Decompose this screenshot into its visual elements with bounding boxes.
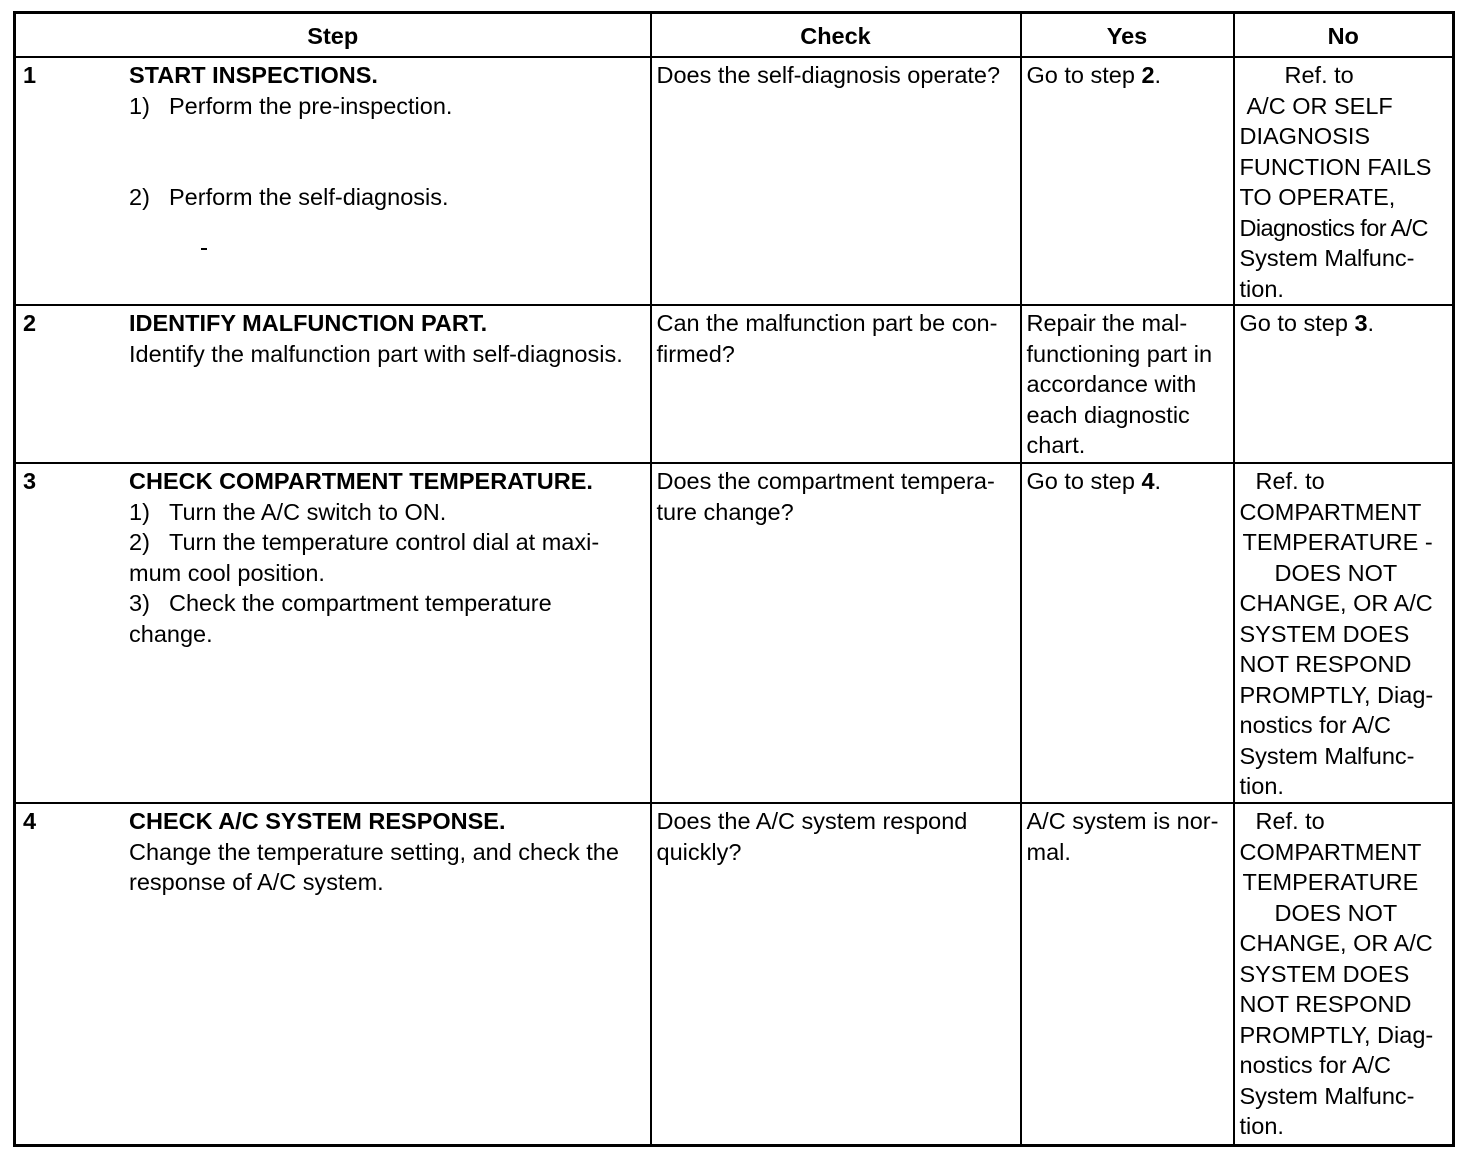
step-instruction-text: mum cool position. [129, 559, 325, 586]
no-cell [1234, 463, 1454, 803]
no-line: tion. [1239, 275, 1284, 302]
check-text: Can the malfunction part be con-firmed? [656, 310, 998, 367]
yes-cell [1021, 57, 1234, 305]
step-number: 3 [23, 468, 37, 494]
check-cell [651, 803, 1021, 1146]
no-line: COMPARTMENT [1239, 838, 1422, 865]
yes-text [1022, 464, 1233, 497]
no-line: DOES NOT [1274, 559, 1398, 586]
step-instruction [129, 91, 646, 122]
no-line: System Malfunc- [1239, 245, 1415, 271]
table-row [15, 305, 1454, 463]
no-line: NOT RESPOND [1239, 991, 1412, 1017]
no-line: PROMPTLY, Diag- [1239, 681, 1434, 708]
step-instruction-number: 1) [129, 498, 150, 525]
step-cell [15, 305, 651, 463]
yes-text-suffix: . [1154, 62, 1162, 88]
step-instruction [129, 588, 646, 619]
step-title: CHECK COMPARTMENT TEMPERATURE. [129, 468, 593, 494]
yes-line: chart. [1026, 432, 1086, 458]
yes-step-link[interactable]: 4 [1141, 468, 1155, 494]
step-instruction-text: Check the compartment temperature [169, 590, 552, 616]
diagnostic-table [13, 11, 1455, 1147]
yes-cell [1021, 803, 1234, 1146]
no-line: TEMPERATURE [1242, 869, 1419, 895]
no-text-prefix: Go to step [1239, 310, 1355, 336]
check-text: Does the A/C system respond quickly? [656, 808, 968, 865]
no-line: NOT RESPOND [1239, 651, 1412, 677]
step-instruction [129, 182, 646, 213]
no-line: SYSTEM DOES [1239, 620, 1410, 647]
step-instruction-number: 2) [129, 529, 150, 555]
step-number: 2 [23, 310, 37, 336]
no-line: tion. [1239, 773, 1284, 799]
step-cell [15, 803, 651, 1146]
no-line: nostics for A/C [1239, 712, 1391, 738]
no-line: TO OPERATE, [1239, 184, 1396, 210]
step-number: 1 [23, 62, 37, 88]
step-cell [15, 57, 651, 305]
no-text-suffix: . [1367, 310, 1375, 336]
stray-dash-mark [201, 248, 207, 250]
no-line: FUNCTION FAILS [1239, 153, 1432, 180]
step-instruction [129, 527, 646, 558]
step-instruction-text: Change the temperature setting, and check the response of A/C system. [129, 838, 619, 895]
yes-step-link[interactable]: 2 [1141, 62, 1155, 88]
no-line: DOES NOT [1274, 899, 1398, 926]
no-cell [1234, 305, 1454, 463]
header-row [15, 13, 1454, 58]
no-line: nostics for A/C [1239, 1052, 1391, 1078]
table-row [15, 463, 1454, 803]
yes-text-prefix: Go to step [1026, 62, 1142, 88]
no-line: CHANGE, OR A/C [1239, 590, 1433, 616]
check-cell [651, 305, 1021, 463]
step-cell [15, 463, 651, 803]
yes-text-prefix: Go to step [1026, 468, 1142, 494]
no-line: DIAGNOSIS [1239, 123, 1371, 149]
yes-line: functioning part in [1026, 340, 1213, 367]
step-instruction-number: 1) [129, 92, 150, 119]
yes-line: Repair the mal- [1026, 310, 1188, 336]
step-title: START INSPECTIONS. [129, 62, 378, 88]
yes-text-suffix: . [1154, 468, 1162, 494]
step-instruction-number: 3) [129, 590, 150, 616]
table-row [15, 803, 1454, 1146]
no-line: PROMPTLY, Diag- [1239, 1021, 1434, 1048]
step-number: 4 [23, 808, 37, 834]
step-instruction-text: change. [129, 620, 213, 647]
step-instruction-text: Perform the self-diagnosis. [169, 184, 449, 210]
yes-text [1022, 58, 1233, 91]
no-line: Ref. to [1255, 468, 1325, 494]
no-line: System Malfunc- [1239, 742, 1415, 769]
step-instruction-text: Identify the malfunction part with self-diagnosis. [129, 340, 623, 367]
yes-cell [1021, 305, 1234, 463]
no-line: Ref. to [1255, 808, 1325, 834]
header-no: No [1234, 13, 1454, 58]
step-instruction-text: Turn the temperature control dial at maxi- [169, 529, 600, 555]
no-text [1235, 804, 1453, 1142]
header-check: Check [651, 13, 1021, 58]
no-line: CHANGE, OR A/C [1239, 930, 1433, 956]
step-instruction [129, 497, 646, 528]
step-instruction-number: 2) [129, 184, 150, 210]
no-line: COMPARTMENT [1239, 498, 1422, 525]
yes-text: A/C system is nor-mal. [1026, 808, 1219, 865]
no-line: TEMPERATURE - [1242, 529, 1433, 555]
header-step: Step [15, 13, 651, 58]
no-line: tion. [1239, 1113, 1284, 1139]
table-row [15, 57, 1454, 305]
step-title: IDENTIFY MALFUNCTION PART. [129, 310, 488, 336]
check-text: Does the self-diagnosis operate? [656, 62, 1001, 88]
no-text [1235, 306, 1453, 339]
no-line: Ref. to [1284, 62, 1354, 88]
step-instruction-text: Turn the A/C switch to ON. [169, 498, 447, 525]
yes-text [1022, 306, 1233, 461]
no-step-link[interactable]: 3 [1354, 310, 1368, 336]
no-line: A/C OR SELF [1246, 92, 1393, 119]
step-instruction-text: Perform the pre-inspection. [169, 92, 453, 119]
check-cell [651, 57, 1021, 305]
no-text [1235, 58, 1453, 304]
step-title: CHECK A/C SYSTEM RESPONSE. [129, 808, 506, 834]
no-line: Diagnostics for A/C [1239, 214, 1428, 241]
no-cell [1234, 57, 1454, 305]
no-cell [1234, 803, 1454, 1146]
yes-cell [1021, 463, 1234, 803]
no-text [1235, 464, 1453, 802]
yes-line: accordance with [1026, 371, 1197, 397]
no-line: SYSTEM DOES [1239, 960, 1410, 987]
check-cell [651, 463, 1021, 803]
check-text: Does the compartment tempera-ture change? [656, 468, 995, 525]
no-line: System Malfunc- [1239, 1082, 1415, 1109]
header-yes: Yes [1021, 13, 1234, 58]
yes-line: each diagnostic [1026, 401, 1190, 428]
